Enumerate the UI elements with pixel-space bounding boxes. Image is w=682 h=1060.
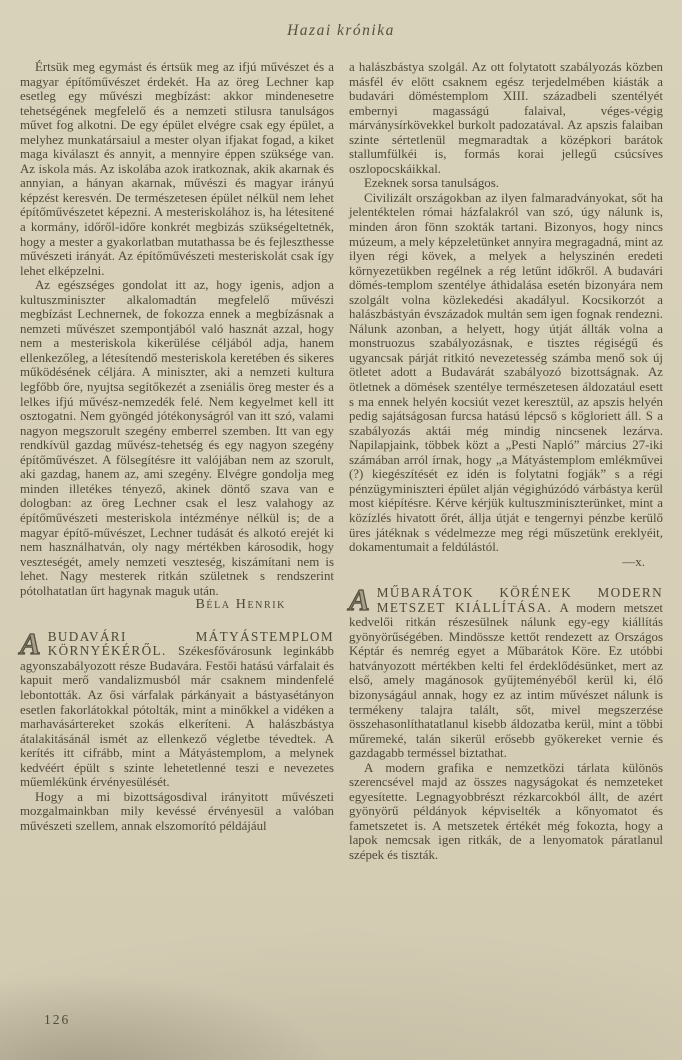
author-signature: —x. — [622, 553, 645, 569]
page-header-title: Hazai krónika — [287, 22, 395, 39]
article-mubaratok — [349, 582, 664, 862]
paragraph: Értsük meg egymást és értsük meg az ifjú művészet és a magyar építőművészet érdekét. Ha az öreg Lechner kap esetleg egy művészi megbízást: akkor mindenesetre tehetségének megfelelő és a nemzeti stilusra tanulságos művet fog alkotni. De egy épület elvégre csak egy épület, a melyhez munkatársaiul a mester olyan ifjakat fogad, a kiket maga kiválaszt és annyit, a mennyire éppen szüksége van. Az iskola más. Az iskolába azok iratkoznak, akik akarnak és annyian, a hányan akarnak, művészi és magyar irányú képzést keresvén. De természetesen épület nélkül nem lehet építőművészetet képezni. A mesteriskolához is, ha létesitené a kormány, időről-időre konkrét megbizás szükségeltetnék, hogy a mester a gyakorlatban mutathassa be és fejleszthesse művészeti irányát. Az építőművészeti mesteriskolát csak így lehet elképzelni. — [20, 60, 334, 278]
paragraph: Az egészséges gondolat itt az, hogy igenis, adjon a kultuszminiszter alkalomadtán megfelelő művészi megbízást Lechnernek, de fokozza ennek a megbízásnak a nemzeti művészet szempontjából való hasznát azzal, hogy nem a mesteriskola kikerülése céljából adja, hanem ellenkezőleg, a létesítendő mesteriskola keretében és sikeres működésének céljára. A miniszter, aki a nemzeti kultura legfőbb őre, nyujtsa segítőkezét a zseniális öreg mester és a lelkes ifjú művész-nemzedék felé. Nem kegyelmet kell itt osztogatni. Nem gyöngéd jótékonyságról van itt szó, valami nagyon megszorult szegény emberrel szemben. Itt van egy rendkívül gazdag művész-tehetség és egy nagyon szegény építőművészet. A fölsegítésre itt valójában nem az szorult, aki gazdag, hanem az, ami szegény. Elvégre gondolja meg minden illetékes tényező, akinek döntő szava van e dologban: az öreg Lechner csak el lesz valahogy az építőművészeti mesteriskola intézménye nélkül is; de a magyar építő-művészet, Lechner tudását és alkotó erejét ki nem használhatván, oly nagy mértékben károsodik, hogy veszteségét, amely nemzeti veszteség, kiszámítani nem is lehet. Nagy mesterek ritkán születnek s rendszerint pótolhatatlan űrt hagynak maguk után. — [20, 278, 334, 598]
paragraph: a halászbástya szolgál. Az ott folytatott szabályozás közben másfél év előtt csaknem egész terjedelmében kiásták a budavári döméstemplom XIII. századbeli szentélyét embernyi magasságú falaival, véges-végig márványsírkövekkel burkolt padozatával. Az apszis falaiban szinte sértetlenül megmaradtak a középkori barátok stallumfülkéi is, formás korai jellegű csúcsíves oszlopocskáikkal. — [349, 60, 663, 176]
drop-cap-initial: A — [349, 582, 370, 618]
paragraph: Ezeknek sorsa tanulságos. — [364, 176, 499, 191]
article-heading: MŰBARÁTOK KÖRÉNEK MODERN METSZET KIÁLLÍTÁSA. — [376, 585, 663, 615]
right-column — [349, 60, 663, 863]
two-column-text-area — [20, 60, 664, 863]
paragraph: Hogy a mi bizottságosdival irányitott művészeti mozgalmainkban mily kevéssé érvényesül a valóban művészeti szellem, annak elszomorító példájául — [20, 789, 334, 833]
article-heading: BUDAVÁRI MÁTYÁSTEMPLOM KÖRNYÉKÉRŐL. — [47, 628, 334, 659]
paragraph: A modern grafika e nemzetközi tárlata különös szerencsével majd az összes nagyságokat és nemzeteket egyesítette. Legnagyobbrészt rézkarcokból állt, de azért gyönyörű példányok képviselték a kőnyomatot és fametszetet is. A metszetek értékét még fokozta, hogy a lapok nemcsak igen ritkák, de a lenyomatok páratlanul szépek és tiszták. — [349, 760, 663, 862]
article-body-text: Székesfővárosunk leginkább agyonszabályozott része Budavára. Festői hatású várfalait és kapuit merő vandalizmusból már csaknem mindenfelé lebontották. Az ősi várfalak párkányait a bástyasétányon esetlen fakorlátokkal pótolták, mint a minőkkel a vidéken a marhavásártereket szokás elkeríteni. A halászbástya átalakitásánál ismét az ellenkező végletbe tévedtek. A kerítés itt cifrább, mint a Mátyástemplom, a melynek kedvéért épült s szinte lehetetlenné teszi e nevezetes műemlékünk érvényesülését. — [20, 644, 334, 790]
article-body-text: A modern metszet kedvelői ritkán részesülnek nálunk egy-egy kiállítás gyönyörűségében. Mindössze kettőt rendezett az Országos Képtár és nemrég egyet a Műbarátok Köre. Ez utóbbi hatványozott mértékben kelti fel érdeklődésünket, mert az első, amely magánosok gyűjteményéből kerül ki, élő bizonyságául annak, hogy ez az intim művészet nálunk is termékeny talajra talált, sőt, mivel megszerzése összehasonlíthatatlanul kisebb áldozatba kerül, mint a többi műremeké, talán sikerül erősebb gyökereket vernie és gazdagabb terméssel biztathat. — [349, 600, 664, 761]
article-lead-paragraph — [349, 582, 664, 761]
page-number: 126 — [44, 1012, 71, 1027]
drop-cap-initial: A — [20, 625, 41, 661]
article-lead-paragraph — [20, 625, 334, 790]
author-signature: Béla Henrik — [195, 597, 286, 613]
article-matyastemplom — [20, 625, 334, 834]
article-matyastemplom-continuation — [349, 60, 663, 569]
article-lechner-continuation — [20, 60, 334, 613]
paragraph: Civilizált országokban az ilyen falmaradványokat, sőt ha jelentéktelen római házfalakról van szó, úgy nálunk is, minden áron fönn szokták tartani. Bizonyos, hogy nincs múzeum, a mely képzeletünket annyira megragadná, mint az ilyen régi kövek, a melyek a helyszinén eredeti környezetükben regélnek a rég letűnt időkről. A budavári dömés-templom szentélye áthidalása esetén bizonyára nem szolgált volna közlekedési akadályul. Kocsikorzót a halászbástyán évszázadok multán sem igen fognak rendezni. Nálunk azonban, a helyett, hogy útját állták volna a monstruozus szabályozásnak, e tisztes régiségű és ugyancsak párját ritkitó nevezetesség számba menő sok új ötletet adott a Budavárát szabályozó bizottságnak. Az ötletnek a dömések szentélye természetesen áldozatául esett s ma ennek helyén kocsiút vezet keresztül, az apszis helyén pedig sajátságosan furcsa hatású lépcső s kőgloriett áll. S a szabályozás aktái még mindig nincsenek lezárva. Napilapjaink, többek közt a „Pesti Napló” március 27-iki számában arról írnak, hogy „a Mátyástemplom emlékművei (?) kiegészítését ez idén is folytatni fogják” s a régi pénzügyminiszteri épület alján végighúzódó várbástya kerül most kiépítésre. Kérve kérjük kultuszminiszterünket, mint a közízlés hivatott őrét, állja útját e tengernyi pénzbe kerülő üres játéknak s védelmezze meg régi műszetünk ereklyéit, dokamentumait a feldúlástól. — [349, 190, 663, 555]
left-column — [20, 60, 334, 863]
